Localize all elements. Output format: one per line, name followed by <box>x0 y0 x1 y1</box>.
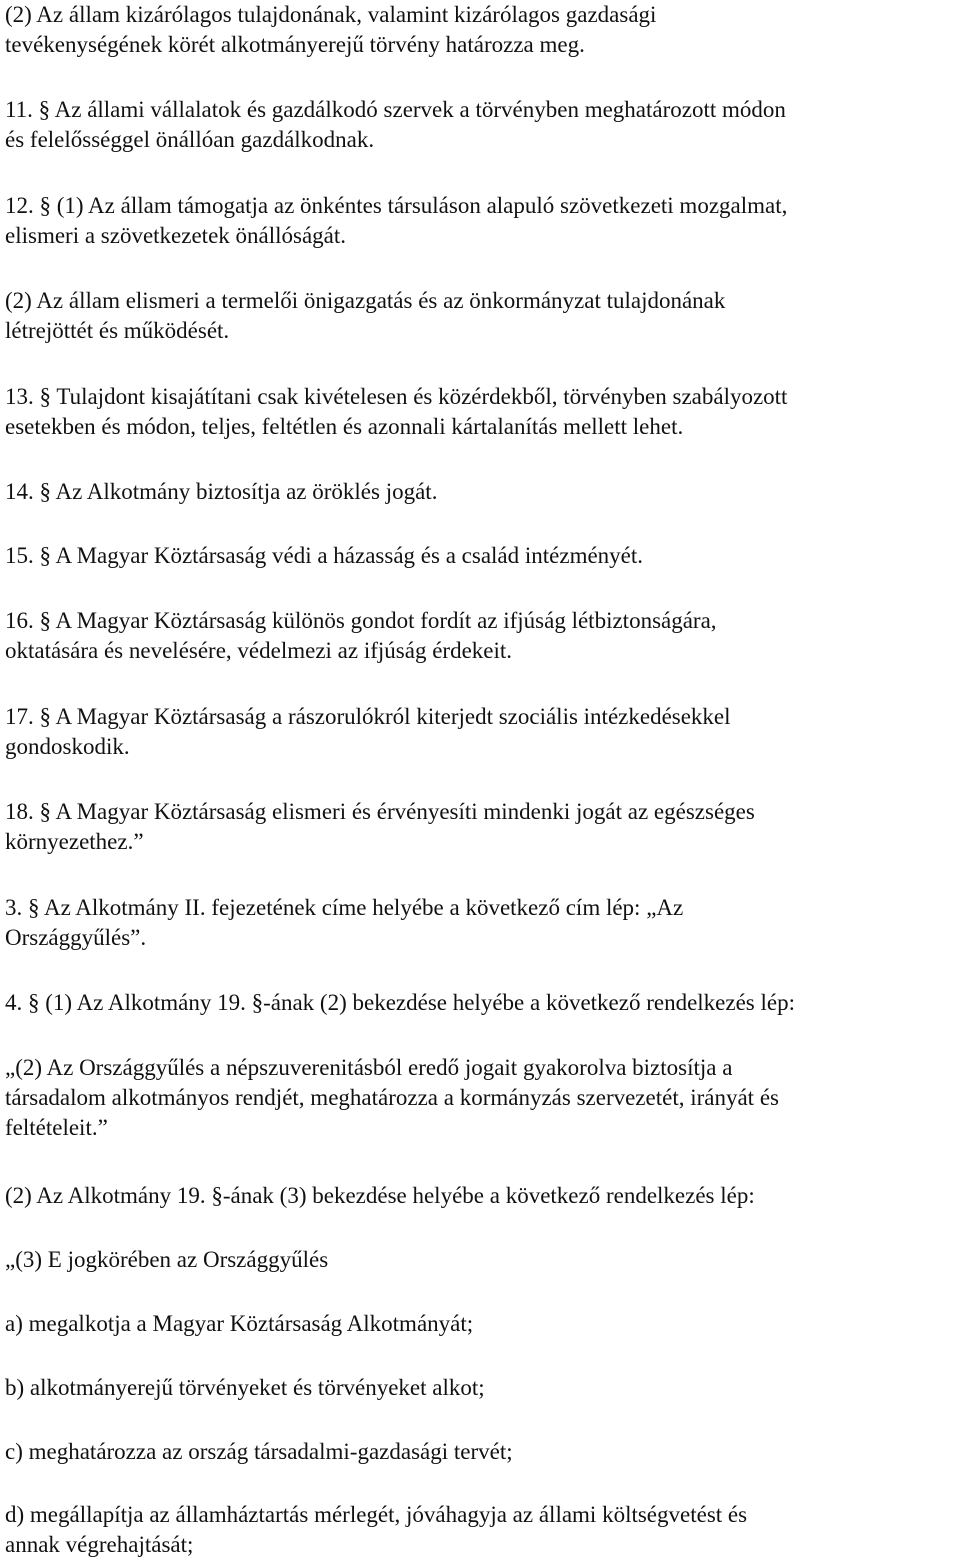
text-line: b) alkotmányerejű törvényeket és törvényeket alkot; <box>5 1375 485 1400</box>
text-line: esetekben és módon, teljes, feltétlen és azonnali kártalanítás mellett lehet. <box>5 414 684 439</box>
text-line: létrejöttét és működését. <box>5 318 230 343</box>
text-line: 14. § Az Alkotmány biztosítja az öröklés jogát. <box>5 479 438 504</box>
section-4-2 <box>5 1181 955 1211</box>
text-line: elismeri a szövetkezetek önállóságát. <box>5 223 347 248</box>
text-line: és felelősséggel önállóan gazdálkodnak. <box>5 127 375 152</box>
paragraph-16 <box>5 606 955 666</box>
text-line: (2) Az állam elismeri a termelői önigazgatás és az önkormányzat tulajdonának <box>5 288 726 313</box>
paragraph-13 <box>5 382 955 442</box>
text-line: 17. § A Magyar Köztársaság a rászorulókról kiterjedt szociális intézkedésekkel <box>5 704 731 729</box>
text-line: (2) Az állam kizárólagos tulajdonának, valamint kizárólagos gazdasági <box>5 2 657 27</box>
text-line: 16. § A Magyar Köztársaság különös gondot fordít az ifjúság létbiztonságára, <box>5 608 717 633</box>
text-line: 3. § Az Alkotmány II. fejezetének címe helyébe a következő cím lép: „Az <box>5 895 684 920</box>
text-line: 15. § A Magyar Köztársaság védi a házasság és a család intézményét. <box>5 543 644 568</box>
paragraph-18 <box>5 797 955 857</box>
text-line: tevékenységének körét alkotmányerejű törvény határozza meg. <box>5 32 585 57</box>
text-line: 11. § Az állami vállalatok és gazdálkodó szervek a törvényben meghatározott módon <box>5 97 786 122</box>
text-line: 18. § A Magyar Köztársaság elismeri és érvényesíti mindenki jogát az egészséges <box>5 799 755 824</box>
text-line: c) meghatározza az ország társadalmi-gazdasági tervét; <box>5 1439 513 1464</box>
paragraph-12-1 <box>5 191 955 251</box>
text-line: társadalom alkotmányos rendjét, meghatározza a kormányzás szervezetét, irányát és <box>5 1085 779 1110</box>
list-item-b <box>5 1373 955 1403</box>
text-line: oktatására és nevelésére, védelmezi az ifjúság érdekeit. <box>5 638 513 663</box>
quoted-paragraph-19-3 <box>5 1245 955 1275</box>
paragraph-12-2 <box>5 286 955 346</box>
text-line: gondoskodik. <box>5 734 130 759</box>
section-4-1 <box>5 988 955 1018</box>
paragraph-10-2 <box>5 0 955 60</box>
text-line: környezethez.” <box>5 829 144 854</box>
text-line: 13. § Tulajdont kisajátítani csak kivételesen és közérdekből, törvényben szabályozott <box>5 384 788 409</box>
text-line: d) megállapítja az államháztartás mérlegét, jóváhagyja az állami költségvetést és <box>5 1502 748 1527</box>
text-line: 12. § (1) Az állam támogatja az önkéntes társuláson alapuló szövetkezeti mozgalmat, <box>5 193 788 218</box>
text-line: feltételeit.” <box>5 1115 108 1140</box>
text-line: Országgyűlés”. <box>5 925 147 950</box>
text-line: „(3) E jogkörében az Országgyűlés <box>5 1247 329 1272</box>
list-item-a <box>5 1309 955 1339</box>
quoted-paragraph-19-2 <box>5 1053 955 1143</box>
list-item-d <box>5 1500 955 1560</box>
text-line: a) megalkotja a Magyar Köztársaság Alkotmányát; <box>5 1311 474 1336</box>
text-line: (2) Az Alkotmány 19. §-ának (3) bekezdése helyébe a következő rendelkezés lép: <box>5 1183 755 1208</box>
paragraph-17 <box>5 702 955 762</box>
section-3 <box>5 893 955 953</box>
text-line: „(2) Az Országgyűlés a népszuverenitásból eredő jogait gyakorolva biztosítja a <box>5 1055 733 1080</box>
paragraph-14 <box>5 477 955 507</box>
paragraph-15 <box>5 541 955 571</box>
paragraph-11 <box>5 95 955 155</box>
list-item-c <box>5 1437 955 1467</box>
text-line: annak végrehajtását; <box>5 1532 194 1557</box>
text-line: 4. § (1) Az Alkotmány 19. §-ának (2) bekezdése helyébe a következő rendelkezés lép: <box>5 990 795 1015</box>
